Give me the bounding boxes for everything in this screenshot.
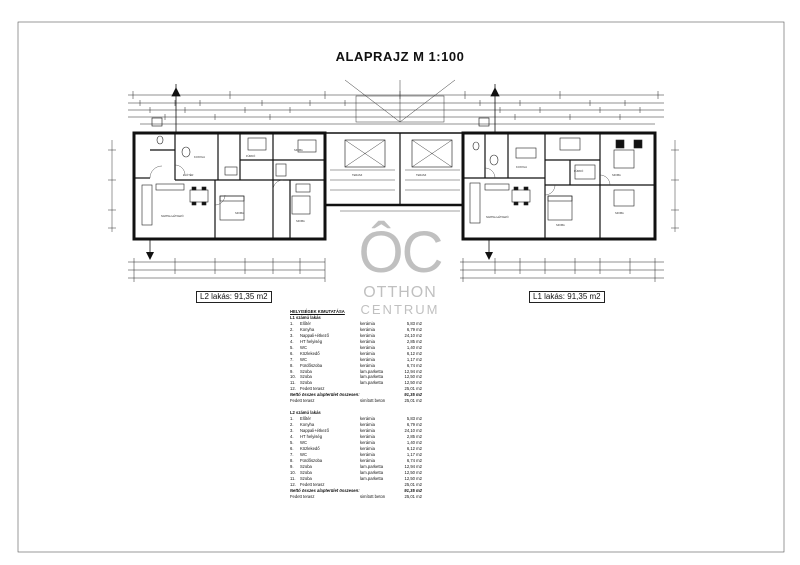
room-floor: kerámia — [360, 457, 375, 463]
room-number: 5. — [290, 344, 294, 350]
room-name-text: Közlekedő — [300, 445, 320, 451]
room-schedule-groups — [290, 315, 430, 500]
room-floor: kerámia — [360, 362, 375, 368]
room-number: 4. — [290, 434, 294, 440]
total-label: Nettó összes alapterület összesen: — [290, 392, 360, 398]
room-floor: kerámia — [360, 428, 375, 434]
room-name-text: WC — [300, 356, 307, 362]
room-number: 3. — [290, 428, 294, 434]
terrace-floor: simított beton — [360, 493, 386, 499]
svg-text:NAPPALI+ÉTKEZŐ: NAPPALI+ÉTKEZŐ — [486, 216, 509, 219]
svg-text:SZOBA: SZOBA — [294, 149, 303, 152]
svg-text:TERASZ: TERASZ — [416, 174, 427, 177]
total-value: 91,35 m2 — [404, 392, 422, 398]
svg-text:KONYHA: KONYHA — [194, 156, 205, 159]
terrace-floor: simított beton — [360, 398, 386, 404]
svg-text:KONYHA: KONYHA — [516, 166, 527, 169]
room-floor: kerámia — [360, 350, 375, 356]
room-number: 9. — [290, 463, 294, 469]
section-tag-right — [479, 118, 489, 126]
svg-text:NAPPALI+ÉTKEZŐ: NAPPALI+ÉTKEZŐ — [161, 215, 184, 218]
unit-right-plan — [463, 133, 655, 260]
room-number: 1. — [290, 416, 294, 422]
room-number: 7. — [290, 451, 294, 457]
room-name-text: Nappali+étkező — [300, 332, 329, 338]
room-area: 12,50 m2 — [404, 374, 422, 380]
room-schedule-heading: HELYISÉGEK KIMUTATÁSA — [290, 309, 345, 314]
center-block-plan — [325, 133, 463, 211]
room-name-text: Előtér — [300, 416, 311, 422]
top-dimension-lines — [128, 95, 664, 124]
total-value: 91,35 m2 — [404, 487, 422, 493]
svg-text:FÜRDŐ: FÜRDŐ — [246, 155, 256, 158]
room-name-text: HT helyiség — [300, 338, 323, 344]
top-dimension-ticks — [133, 91, 658, 120]
room-floor: kerámia — [360, 440, 375, 446]
room-floor: kerámia — [360, 451, 375, 457]
room-area: 6,12 m2 — [406, 350, 422, 356]
room-floor: kerámia — [360, 326, 375, 332]
room-number: 10. — [290, 469, 296, 475]
room-floor: kerámia — [360, 332, 375, 338]
section-markers-top — [172, 84, 499, 132]
room-area: 6,79 m2 — [406, 422, 422, 428]
room-name-text: Közlekedő — [300, 350, 320, 356]
room-name-text: Szoba — [300, 368, 312, 374]
room-floor: lam.parketta — [360, 380, 384, 386]
room-name-text: HT helyiség — [300, 434, 323, 440]
room-area: 6,74 m2 — [406, 362, 422, 368]
room-number: 7. — [290, 356, 294, 362]
room-number: 2. — [290, 326, 294, 332]
room-floor: lam.parketta — [360, 463, 384, 469]
room-number: 12. — [290, 386, 296, 392]
room-number: 3. — [290, 332, 294, 338]
room-area: 1,17 m2 — [406, 451, 422, 457]
room-name-text: Nappali+étkező — [300, 428, 329, 434]
room-number: 12. — [290, 481, 296, 487]
room-name-text: Szoba — [300, 475, 312, 481]
room-number: 11. — [290, 380, 296, 386]
room-name-text: Fürdőszoba — [300, 457, 323, 463]
watermark-monogram: ÔC — [358, 220, 442, 285]
section-tag-left — [152, 118, 162, 126]
room-area: 25,01 m2 — [404, 481, 422, 487]
page-title: ALAPRAJZ M 1:100 — [335, 49, 465, 64]
room-number: 6. — [290, 445, 294, 451]
room-area: 2,85 m2 — [406, 338, 422, 344]
unit-label-left: L2 lakás: 91,35 m2 — [196, 291, 272, 303]
room-name-text: Fürdőszoba — [300, 362, 323, 368]
total-label: Nettó összes alapterület összesen: — [290, 487, 360, 493]
svg-text:SZOBA: SZOBA — [235, 212, 244, 215]
svg-text:SZOBA: SZOBA — [296, 220, 305, 223]
terrace-area: 25,01 m2 — [404, 398, 422, 404]
svg-text:SZOBA: SZOBA — [615, 212, 624, 215]
room-schedule-group — [290, 315, 430, 404]
room-area: 25,01 m2 — [404, 386, 422, 392]
terrace-row — [290, 494, 430, 500]
room-schedule — [290, 309, 430, 500]
room-area: 24,10 m2 — [404, 428, 422, 434]
room-number: 4. — [290, 338, 294, 344]
room-number: 2. — [290, 422, 294, 428]
room-number: 11. — [290, 475, 296, 481]
room-name-text: WC — [300, 451, 307, 457]
unit-left-plan — [134, 133, 325, 260]
door-arcs-left — [150, 165, 283, 205]
room-area: 5,83 m2 — [406, 320, 422, 326]
room-floor: lam.parketta — [360, 475, 384, 481]
room-area: 5,83 m2 — [406, 416, 422, 422]
room-name-text: Szoba — [300, 463, 312, 469]
terrace-area: 25,01 m2 — [404, 493, 422, 499]
terrace-row — [290, 398, 430, 404]
room-area: 1,40 m2 — [406, 440, 422, 446]
room-floor: kerámia — [360, 356, 375, 362]
room-name-text: Szoba — [300, 374, 312, 380]
watermark-line2: CENTRUM — [360, 302, 440, 317]
room-floor: lam.parketta — [360, 469, 384, 475]
room-schedule-unit-label: L2 számú lakás — [290, 410, 321, 416]
room-number: 8. — [290, 362, 294, 368]
room-area: 6,74 m2 — [406, 457, 422, 463]
svg-text:SZOBA: SZOBA — [556, 224, 565, 227]
room-floor: kerámia — [360, 338, 375, 344]
room-floor: kerámia — [360, 416, 375, 422]
room-area: 12,94 m2 — [404, 368, 422, 374]
room-number: 8. — [290, 457, 294, 463]
room-area: 1,17 m2 — [406, 356, 422, 362]
watermark-line1: OTTHON — [363, 284, 437, 301]
room-name-text: Konyha — [300, 326, 315, 332]
side-dimension-ticks — [108, 140, 679, 232]
room-area: 6,12 m2 — [406, 445, 422, 451]
room-area: 12,50 m2 — [404, 475, 422, 481]
terrace-name: Fedett terasz — [290, 398, 315, 404]
room-area: 2,85 m2 — [406, 434, 422, 440]
center-labels — [352, 173, 427, 177]
room-floor: kerámia — [360, 434, 375, 440]
room-area: 12,94 m2 — [404, 463, 422, 469]
room-name-text: WC — [300, 440, 307, 446]
svg-text:ELŐTÉR: ELŐTÉR — [183, 174, 194, 177]
svg-text:TERASZ: TERASZ — [352, 174, 363, 177]
room-number: 5. — [290, 440, 294, 446]
room-name-text: WC — [300, 344, 307, 350]
room-number: 9. — [290, 368, 294, 374]
room-name-text: Szoba — [300, 380, 312, 386]
room-name-text: Előtér — [300, 320, 311, 326]
room-floor: lam.parketta — [360, 368, 384, 374]
room-floor: kerámia — [360, 320, 375, 326]
center-roof-lines — [345, 80, 455, 122]
room-area: 12,50 m2 — [404, 380, 422, 386]
room-schedule-group — [290, 410, 430, 499]
room-number: 1. — [290, 320, 294, 326]
room-name-text: Konyha — [300, 422, 315, 428]
room-name-text: Szoba — [300, 469, 312, 475]
room-area: 24,10 m2 — [404, 332, 422, 338]
room-area: 1,40 m2 — [406, 344, 422, 350]
room-floor: kerámia — [360, 344, 375, 350]
svg-text:SZOBA: SZOBA — [612, 174, 621, 177]
room-floor: kerámia — [360, 422, 375, 428]
room-number: 10. — [290, 374, 296, 380]
room-floor: lam.parketta — [360, 374, 384, 380]
room-name-text: Fedett terasz — [300, 481, 325, 487]
room-floor: kerámia — [360, 445, 375, 451]
unit-label-right: L1 lakás: 91,35 m2 — [529, 291, 605, 303]
room-area: 12,50 m2 — [404, 469, 422, 475]
terrace-name: Fedett terasz — [290, 493, 315, 499]
room-name-text: Fedett terasz — [300, 386, 325, 392]
room-number: 6. — [290, 350, 294, 356]
room-schedule-unit-label: L1 számú lakás — [290, 314, 321, 320]
svg-text:FÜRDŐ: FÜRDŐ — [574, 170, 584, 173]
watermark-logo — [330, 222, 470, 317]
room-area: 6,79 m2 — [406, 326, 422, 332]
